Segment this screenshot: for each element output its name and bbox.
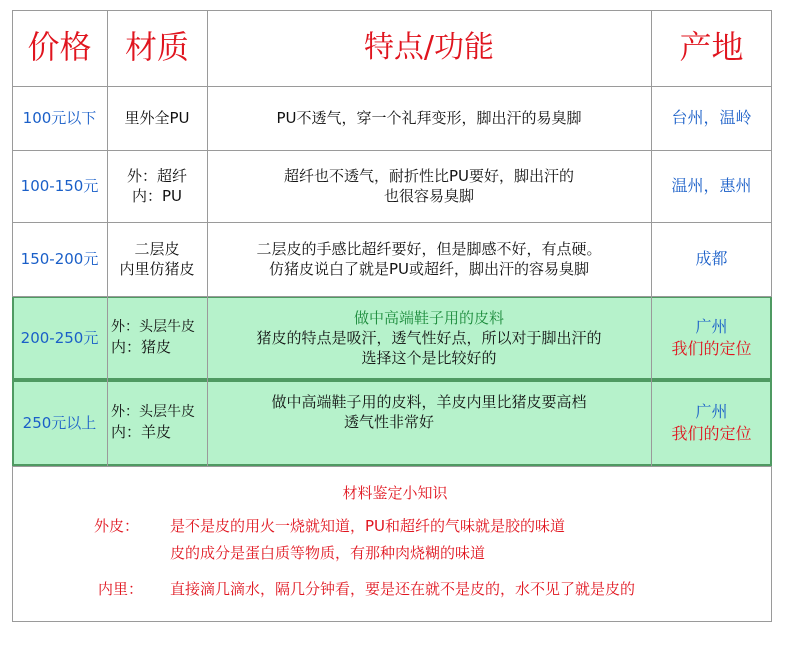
row-origin — [651, 86, 772, 150]
origin-line: 广州 — [695, 317, 728, 337]
price-label: 200-250元 — [20, 328, 99, 347]
feature-line: 二层皮的手感比超纤要好，但是脚感不好，有点硬。 — [256, 239, 602, 258]
grid-line — [12, 466, 772, 467]
row-features — [207, 380, 651, 466]
inner-label — [98, 578, 143, 599]
row-features — [207, 222, 651, 296]
row-price — [12, 86, 107, 150]
feature-line: 也很容易臭脚 — [383, 187, 474, 205]
material-line: 二层皮 — [134, 239, 180, 258]
price-label: 100-150元 — [20, 176, 99, 195]
notes-title — [0, 482, 790, 503]
header-features — [207, 10, 651, 86]
material-line: 内：羊皮 — [111, 423, 172, 442]
row-material — [107, 86, 207, 150]
origin-line: 温州，惠州 — [671, 176, 752, 196]
header-origin-label: 产地 — [679, 28, 744, 67]
row-origin — [651, 150, 772, 222]
header-material-label: 材质 — [124, 28, 189, 67]
inner-label-text: 内里： — [98, 580, 144, 598]
row-features — [207, 150, 651, 222]
notes-title-text: 材料鉴定小知识 — [342, 484, 448, 502]
material-line: 里外全PU — [124, 108, 190, 127]
row-price — [12, 150, 107, 222]
row-material — [107, 380, 207, 466]
header-price-label: 价格 — [27, 28, 92, 67]
inner-note-text: 直接滴几滴水，隔几分钟看，要是还在就不是皮的，水不见了就是皮的 — [170, 580, 636, 598]
outer-label-text: 外皮： — [94, 517, 140, 535]
row-price — [12, 380, 107, 466]
material-line: 外：头层牛皮 — [111, 404, 195, 421]
row-material — [107, 150, 207, 222]
row-price — [12, 296, 107, 380]
position-tag: 我们的定位 — [671, 424, 752, 443]
header-origin — [651, 10, 772, 86]
origin-line: 广州 — [695, 402, 728, 422]
origin-line: 台州，温岭 — [671, 108, 752, 128]
material-line: 内：猪皮 — [111, 338, 172, 357]
price-label: 150-200元 — [20, 249, 99, 268]
feature-line: 做中高端鞋子用的皮料，羊皮内里比猪皮要高档 — [271, 393, 587, 411]
origin-line: 成都 — [695, 249, 728, 269]
outer-label — [94, 515, 139, 536]
row-features — [207, 86, 651, 150]
row-material — [107, 296, 207, 380]
header-features-label: 特点/功能 — [363, 29, 495, 65]
price-label: 250元以上 — [22, 413, 97, 432]
row-material — [107, 222, 207, 296]
row-price — [12, 222, 107, 296]
header-material — [107, 10, 207, 86]
feature-line: PU不透气，穿一个礼拜变形，脚出汗的易臭脚 — [276, 108, 582, 127]
material-line: 内：PU — [131, 187, 183, 205]
feature-line: 透气性非常好 — [343, 413, 434, 432]
feature-line: 超纤也不透气，耐折性比PU要好，脚出汗的 — [283, 166, 575, 185]
outer-note-line — [170, 542, 485, 563]
header-price — [12, 10, 107, 86]
row-origin — [651, 380, 772, 466]
outer-note-line — [170, 515, 565, 536]
inner-note-line — [170, 578, 635, 599]
material-line: 外：头层牛皮 — [111, 319, 195, 336]
outer-note-text: 是不是皮的用火一烧就知道，PU和超纤的气味就是胶的味道 — [170, 517, 566, 535]
position-tag: 我们的定位 — [671, 339, 752, 358]
feature-line: 仿猪皮说白了就是PU或超纤，脚出汗的容易臭脚 — [268, 260, 590, 278]
outer-note-text: 皮的成分是蛋白质等物质，有那种肉烧糊的味道 — [170, 544, 486, 562]
row-origin — [651, 222, 772, 296]
feature-line: 猪皮的特点是吸汗，透气性好点，所以对于脚出汗的 — [256, 328, 602, 347]
material-line: 外：超纤 — [126, 166, 187, 185]
row-features — [207, 296, 651, 380]
feature-line: 选择这个是比较好的 — [361, 349, 497, 368]
material-line: 内里仿猪皮 — [119, 260, 195, 278]
feature-title: 做中高端鞋子用的皮料 — [353, 308, 504, 327]
price-label: 100元以下 — [22, 108, 97, 127]
row-origin — [651, 296, 772, 380]
